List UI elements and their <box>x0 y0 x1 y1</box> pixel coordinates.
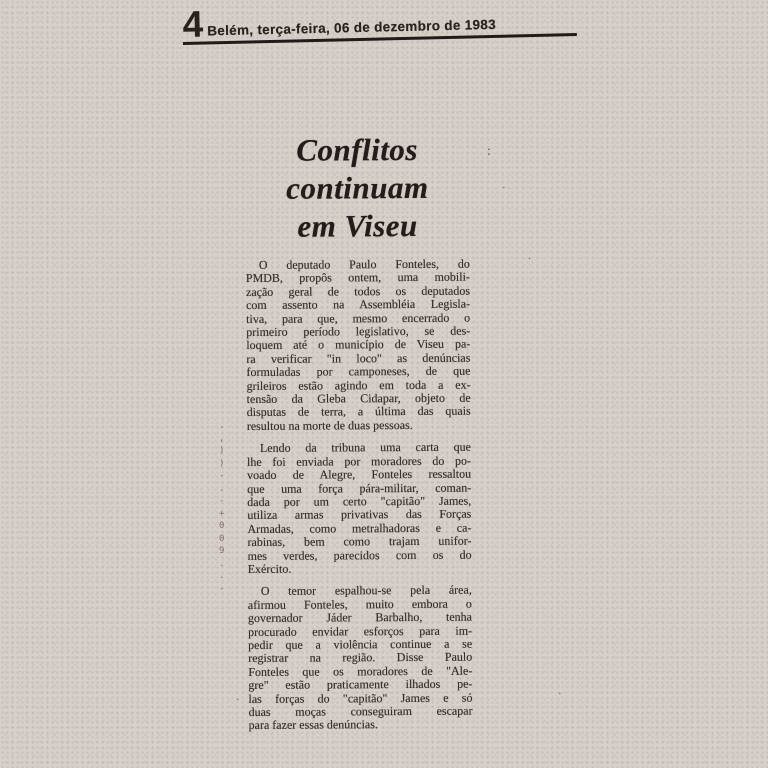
body-line: grileiros estão agindo em toda a ex- <box>246 377 471 393</box>
body-line: com assento na Assembléia Legisla- <box>246 296 471 313</box>
bleed-mark: . <box>219 558 225 569</box>
body-line: mes verdes, parecidos com os do <box>247 547 472 563</box>
paragraph <box>248 584 473 733</box>
body-line: lhe foi enviada por moradores do po- <box>246 453 472 469</box>
bleed-mark: 9 <box>219 546 225 556</box>
masthead <box>182 1 577 45</box>
body-line: voado de Alegre, Fonteles ressaltou <box>247 466 472 483</box>
body-line: ra verificar "in loco" as denúncias <box>246 350 471 366</box>
bleed-mark: - <box>219 583 225 594</box>
headline-line: em Viseu <box>297 207 418 244</box>
body-line: formuladas por camponeses, de que <box>246 363 471 380</box>
body-line: Fonteles que os moradores de "Ale- <box>248 663 473 679</box>
headline-line: Conflitos <box>296 131 419 168</box>
bleed-mark: , <box>219 433 225 444</box>
body-line: utiliza armas privativas das Forças <box>247 506 472 523</box>
bleed-mark: . <box>219 483 225 494</box>
body-line: disputas de terra, a última das quais <box>246 404 471 420</box>
dateline: Belém, terça-feira, 06 de dezembro de 1983 <box>207 16 497 39</box>
body-line: tiva, para que, mesmo encerrado o <box>246 310 471 326</box>
body-line: O temor espalhou-se pela área, <box>260 582 472 599</box>
body-line: Lendo da tribuna uma carta que <box>259 439 471 456</box>
headline-line: continuam <box>286 169 429 206</box>
print-speck: : <box>487 144 491 159</box>
bleed-mark: + <box>219 508 225 519</box>
bleed-mark: . <box>219 571 225 581</box>
article-headline <box>245 131 470 246</box>
body-line: loquem até o município de Viseu pa- <box>246 337 471 353</box>
print-speck: · <box>502 182 506 194</box>
body-line: que uma força pára-militar, coman- <box>247 480 472 496</box>
body-line: PMDB, propôs ontem, uma mobili- <box>245 270 470 286</box>
bleed-mark: . <box>219 421 225 431</box>
body-line: gre" estão praticamente ilhados pe- <box>248 676 473 693</box>
bleed-mark: - <box>219 471 225 481</box>
bleed-mark: 0 <box>219 533 225 544</box>
body-line: tensão da Gleba Cidapar, objeto de <box>246 390 471 407</box>
print-speck: . <box>528 250 531 262</box>
body-line: zação geral de todos os deputados <box>245 283 471 299</box>
article-body <box>246 258 473 733</box>
body-line: para fazer essas denúncias. <box>248 717 378 733</box>
bleed-mark: ) <box>219 458 225 469</box>
page-number: 4 <box>182 3 203 45</box>
body-line: rabinas, bem como trajam unifor- <box>247 533 472 550</box>
body-line: primeiro período legislativo, se des- <box>246 323 471 340</box>
paragraph <box>246 258 471 434</box>
print-speck: · <box>558 688 562 700</box>
body-line: afirmou Fonteles, muito embora o <box>247 596 472 612</box>
body-line: pedir que a violência continue a se <box>248 636 473 652</box>
body-line: resultou na morte de duas pessoas. <box>246 417 413 433</box>
bleed-mark: ) <box>219 446 225 456</box>
paragraph <box>247 441 472 576</box>
bleed-mark: 0 <box>219 521 225 531</box>
body-line: las forças do "capitão" James e só <box>248 690 473 706</box>
body-line: O deputado Paulo Fonteles, do <box>258 256 470 272</box>
body-line: duas moças conseguiram escapar <box>248 703 473 719</box>
article <box>245 131 473 742</box>
body-line: procurado envidar esforços para im- <box>248 623 473 639</box>
margin-bleed-marks <box>219 420 224 595</box>
body-line: registrar na região. Disse Paulo <box>248 649 473 666</box>
print-speck: · <box>236 694 240 706</box>
bleed-mark: - <box>219 496 225 506</box>
body-line: Exército. <box>247 561 292 576</box>
body-line: dada por um certo "capitão" James, <box>247 493 472 509</box>
body-line: governador Jáder Barbalho, tenha <box>247 609 473 626</box>
body-line: Armadas, como metralhadoras e ca- <box>247 520 472 536</box>
